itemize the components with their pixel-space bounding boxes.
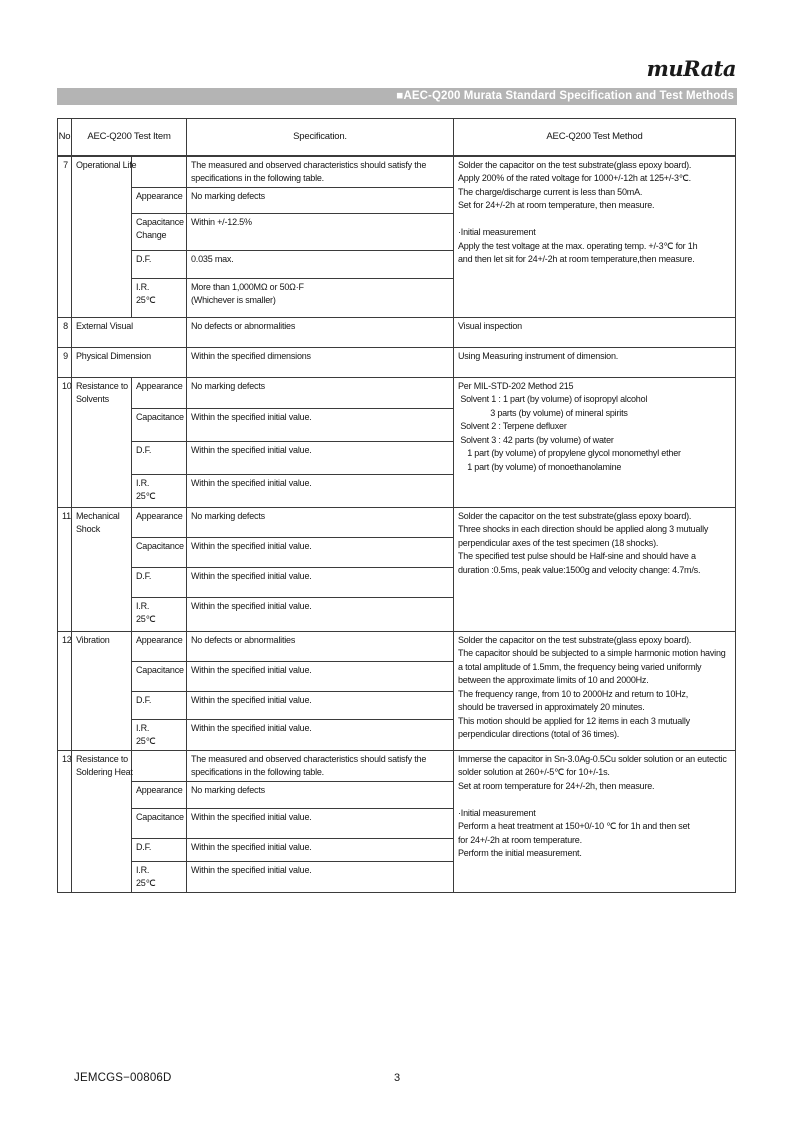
cell-filler	[132, 750, 187, 781]
text-line: 3 parts (by volume) of mineral spirits	[458, 407, 628, 418]
cell-specification	[187, 250, 454, 278]
table-row	[58, 317, 736, 347]
text-line: Within the specified initial value.	[191, 664, 312, 675]
text-line: Solvent 1 : 1 part (by volume) of isopropyl alcohol	[458, 394, 648, 404]
cell-sub-item	[132, 808, 187, 838]
text-line: Within the specified initial value.	[191, 570, 312, 581]
text-line: No defects or abnormalities	[191, 320, 296, 331]
cell-no	[58, 631, 72, 750]
cell-test-method	[454, 347, 736, 377]
text-line: Within the specified initial value.	[191, 722, 312, 733]
text-line: Solvents	[76, 394, 109, 404]
text-line: No	[58, 131, 71, 142]
cell-sub-item	[132, 719, 187, 750]
text-line: Within the specified initial value.	[191, 841, 312, 852]
text-line: Within the specified initial value.	[191, 540, 312, 551]
text-line: Within the specified initial value.	[191, 811, 312, 822]
text-line: duration :0.5ms, peak value:1500g and velocity change: 4.7m/s.	[458, 564, 701, 575]
cell-sub-item	[132, 408, 187, 441]
text-line: Appearance	[136, 190, 183, 201]
text-line: 1 part (by volume) of monoethanolamine	[458, 461, 622, 472]
text-line: 25℃	[136, 614, 156, 624]
text-line: The frequency range, from 10 to 2000Hz and return to 10Hz,	[458, 688, 689, 699]
text-line: Capacitance	[136, 811, 184, 822]
text-line: Solder the capacitor on the test substrate(glass epoxy board).	[458, 510, 692, 521]
text-line: 7	[63, 159, 68, 170]
cell-no	[58, 156, 72, 318]
text-line: ·Initial measurement	[458, 227, 536, 237]
text-line: Perform a heat treatment at 150+0/-10 ℃ for 1h and then set	[458, 821, 690, 831]
text-line: Per MIL-STD-202 Method 215	[458, 380, 574, 391]
cell-specification	[187, 781, 454, 808]
text-line: The charge/discharge current is less than 50mA.	[458, 186, 643, 197]
text-line: The measured and observed characteristics should satisfy the	[191, 753, 427, 764]
table-row	[58, 750, 736, 781]
text-line: Using Measuring instrument of dimension.	[458, 350, 619, 361]
text-line: No marking defects	[191, 784, 265, 795]
cell-test-method	[454, 750, 736, 892]
cell-specification	[187, 631, 454, 661]
cell-no	[58, 377, 72, 507]
text-line: Resistance to	[76, 753, 128, 764]
cell-specification	[187, 838, 454, 861]
text-line: 25℃	[136, 736, 156, 746]
text-line: 8	[63, 320, 68, 331]
murata-logo: muRata	[646, 56, 736, 81]
cell-sub-item	[132, 661, 187, 691]
page-footer	[0, 1072, 794, 1084]
cell-no	[58, 750, 72, 892]
text-line: Within the specified initial value.	[191, 411, 312, 422]
text-line: I.R.	[136, 722, 150, 733]
text-line: 12	[62, 634, 72, 645]
cell-sub-item	[132, 567, 187, 597]
table-row	[58, 507, 736, 537]
cell-specification	[187, 156, 454, 188]
cell-sub-item	[132, 187, 187, 213]
text-line: No marking defects	[191, 190, 265, 201]
text-line: Change	[136, 230, 167, 240]
text-line: Immerse the capacitor in Sn-3.0Ag-0.5Cu solder solution or an eutectic	[458, 753, 727, 764]
text-line: Physical Dimension	[76, 350, 151, 361]
table-row	[58, 631, 736, 661]
cell-sub-item	[132, 213, 187, 250]
spec-table	[57, 118, 736, 893]
header-specification	[187, 119, 454, 156]
text-line: a total amplitude of 1.5mm, the frequency being varied uniformly	[458, 661, 702, 672]
text-line: specifications in the following table.	[191, 173, 324, 183]
cell-test-method	[454, 156, 736, 318]
cell-no	[58, 347, 72, 377]
cell-test-method	[454, 507, 736, 631]
cell-sub-item	[132, 474, 187, 507]
text-line: No marking defects	[191, 510, 265, 521]
table-row	[58, 156, 736, 188]
cell-specification	[187, 537, 454, 567]
text-line: specifications in the following table.	[191, 767, 324, 777]
text-line: 1 part (by volume) of propylene glycol monomethyl ether	[458, 448, 681, 458]
text-line: Set for 24+/-2h at room temperature, then measure.	[458, 200, 655, 210]
cell-sub-item	[132, 507, 187, 537]
text-line: Within the specified initial value.	[191, 477, 312, 488]
cell-specification	[187, 347, 454, 377]
cell-sub-item	[132, 691, 187, 719]
cell-no	[58, 507, 72, 631]
cell-specification	[187, 597, 454, 631]
cell-specification	[187, 719, 454, 750]
text-line: Mechanical	[76, 510, 120, 521]
text-line: 25℃	[136, 491, 156, 501]
text-line: AEC-Q200 Test Item	[87, 131, 171, 142]
text-line: I.R.	[136, 864, 150, 875]
page-number: 3	[393, 1072, 401, 1084]
text-line: No defects or abnormalities	[191, 634, 296, 645]
text-line: Specification.	[293, 131, 347, 142]
cell-specification	[187, 691, 454, 719]
text-line: Appearance	[136, 380, 183, 391]
cell-test-method	[454, 377, 736, 507]
text-line: Within the specified initial value.	[191, 444, 312, 455]
cell-sub-item	[132, 631, 187, 661]
text-line: Within the specified initial value.	[191, 600, 312, 611]
cell-specification	[187, 861, 454, 892]
cell-test-item	[72, 347, 187, 377]
cell-test-item	[72, 156, 137, 318]
cell-sub-item	[132, 781, 187, 808]
text-line: 0.035 max.	[191, 253, 234, 264]
cell-sub-item	[132, 597, 187, 631]
cell-specification	[187, 278, 454, 317]
text-line: Within the specified dimensions	[191, 350, 311, 361]
cell-test-item	[72, 507, 132, 631]
text-line: D.F.	[136, 570, 152, 581]
cell-test-item	[72, 377, 132, 507]
text-line: Capacitance	[136, 540, 184, 551]
cell-specification	[187, 317, 454, 347]
cell-specification	[187, 567, 454, 597]
cell-specification	[187, 408, 454, 441]
cell-test-method	[454, 631, 736, 750]
cell-specification	[187, 750, 454, 781]
text-line: Solvent 2 : Terpene defluxer	[458, 421, 567, 431]
text-line: AEC-Q200 Test Method	[546, 131, 643, 142]
cell-sub-item	[132, 441, 187, 474]
text-line: Apply 200% of the rated voltage for 1000+/-12h at 125+/-3℃.	[458, 173, 691, 183]
text-line: Solder the capacitor on the test substrate(glass epoxy board).	[458, 159, 692, 170]
cell-test-item	[72, 317, 187, 347]
cell-test-item	[72, 631, 132, 750]
text-line: Shock	[76, 524, 101, 534]
text-line: for 24+/-2h at room temperature.	[458, 834, 582, 845]
cell-specification	[187, 507, 454, 537]
text-line: Within +/-12.5%	[191, 216, 252, 227]
text-line: I.R.	[136, 281, 150, 292]
text-line: Vibration	[76, 634, 110, 645]
text-line: Soldering Heat	[76, 767, 133, 777]
cell-sub-item	[132, 838, 187, 861]
text-line: The specified test pulse should be Half-sine and should have a	[458, 551, 696, 561]
text-line: Capacitance	[136, 216, 184, 227]
header-test-method	[454, 119, 736, 156]
text-line: Capacitance	[136, 411, 184, 422]
text-line: and then let sit for 24+/-2h at room temperature,then measure.	[458, 254, 695, 264]
text-line: Appearance	[136, 784, 183, 795]
cell-sub-item	[132, 861, 187, 892]
text-line: I.R.	[136, 477, 150, 488]
text-line: Visual inspection	[458, 320, 522, 331]
text-line: D.F.	[136, 444, 152, 455]
text-line	[458, 793, 733, 807]
cell-specification	[187, 474, 454, 507]
text-line: D.F.	[136, 694, 152, 705]
text-line: perpendicular axes of the test specimen (18 shocks).	[458, 537, 659, 548]
cell-specification	[187, 187, 454, 213]
cell-no	[58, 317, 72, 347]
cell-filler	[132, 156, 187, 188]
text-line: External Visual	[76, 320, 133, 331]
text-line: Solder the capacitor on the test substrate(glass epoxy board).	[458, 634, 692, 645]
text-line: Operational Life	[76, 159, 137, 170]
cell-specification	[187, 213, 454, 250]
text-line: This motion should be applied for 12 items in each 3 mutually	[458, 715, 690, 726]
header-banner: ■AEC-Q200 Murata Standard Specification and Test Methods	[57, 88, 737, 105]
table-row	[58, 347, 736, 377]
text-line: D.F.	[136, 841, 152, 852]
cell-sub-item	[132, 377, 187, 408]
text-line: Within the specified initial value.	[191, 864, 312, 875]
text-line: Capacitance	[136, 664, 184, 675]
text-line: I.R.	[136, 600, 150, 611]
text-line: ·Initial measurement	[458, 807, 536, 818]
text-line: More than 1,000MΩ or 50Ω·F	[191, 281, 304, 292]
cell-sub-item	[132, 537, 187, 567]
cell-specification	[187, 377, 454, 408]
cell-test-item	[72, 750, 132, 892]
text-line: between the approximate limits of 10 and 2000Hz.	[458, 675, 649, 685]
text-line: Apply the test voltage at the max. operating temp. +/-3℃ for 1h	[458, 240, 698, 251]
text-line: perpendicular directions (total of 36 times).	[458, 729, 620, 739]
text-line: 11	[62, 510, 71, 521]
text-line: should be traversed in approximately 20 minutes.	[458, 702, 645, 712]
text-line	[458, 213, 733, 227]
text-line: Resistance to	[76, 380, 128, 391]
text-line: Perform the initial measurement.	[458, 848, 582, 858]
cell-sub-item	[132, 278, 187, 317]
text-line: Set at room temperature for 24+/-2h, then measure.	[458, 780, 655, 791]
cell-specification	[187, 441, 454, 474]
text-line: 9	[63, 350, 68, 361]
cell-specification	[187, 661, 454, 691]
document-id: JEMCGS−00806D	[74, 1072, 172, 1084]
text-line: 25℃	[136, 878, 156, 888]
cell-specification	[187, 808, 454, 838]
text-line: Three shocks in each direction should be applied along 3 mutually	[458, 524, 709, 534]
text-line: 25℃	[136, 295, 156, 305]
header-no	[58, 119, 72, 156]
text-line: Within the specified initial value.	[191, 694, 312, 705]
cell-test-method	[454, 317, 736, 347]
text-line: (Whichever is smaller)	[191, 295, 276, 305]
cell-sub-item	[132, 250, 187, 278]
text-line: solder solution at 260+/-5℃ for 10+/-1s.	[458, 767, 610, 777]
table-row	[58, 119, 736, 156]
text-line: Appearance	[136, 634, 183, 645]
spec-table-body	[58, 119, 736, 893]
text-line: D.F.	[136, 253, 152, 264]
table-row	[58, 377, 736, 408]
text-line: The measured and observed characteristics should satisfy the	[191, 159, 427, 170]
header-test-item	[72, 119, 187, 156]
text-line: No marking defects	[191, 380, 265, 391]
text-line: 10	[62, 380, 72, 391]
text-line: Solvent 3 : 42 parts (by volume) of water	[458, 434, 614, 445]
text-line: 13	[62, 753, 72, 764]
text-line: The capacitor should be subjected to a simple harmonic motion having	[458, 648, 726, 658]
text-line: Appearance	[136, 510, 183, 521]
